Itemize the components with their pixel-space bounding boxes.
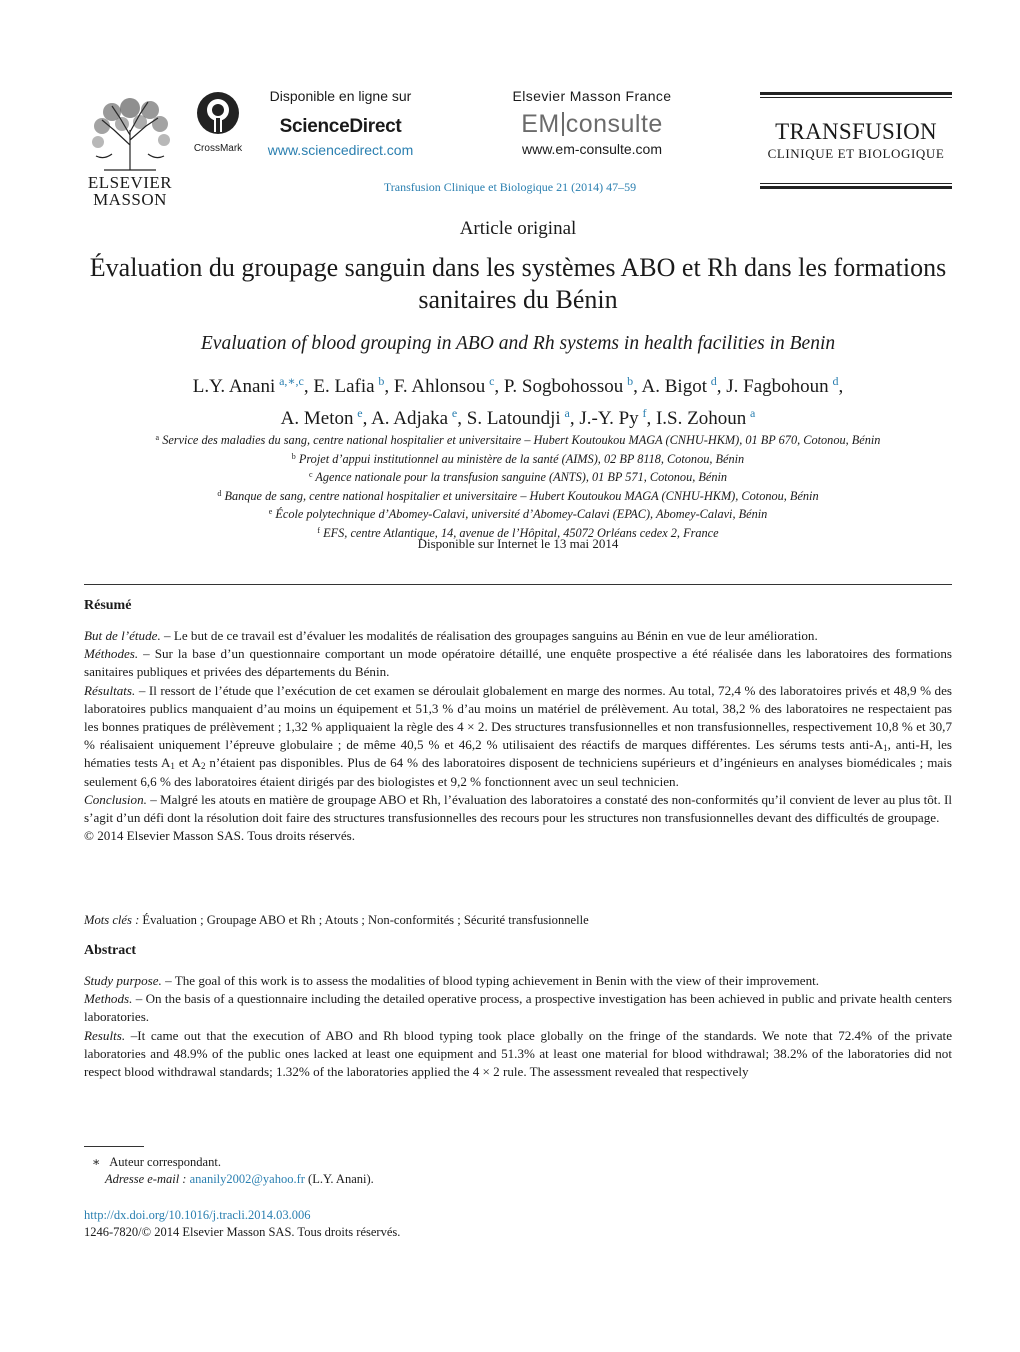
resume-conclusion: Conclusion. – Malgré les atouts en matière de groupage ABO et Rh, l’évaluation des laboratoires a constaté des non-conformités qu’il convient de lever au plus tôt. Il s’agit d’un défi dont la résolution doit faire des structures transfusionnelles des recours pour les structures non transfusionnelles devant des difficultés de groupage. <box>84 791 952 826</box>
affiliation-key: e <box>268 507 273 517</box>
author-name: L.Y. Anani <box>192 376 276 397</box>
footnote-divider <box>84 1146 144 1147</box>
affiliation-key: a <box>155 433 160 442</box>
resume-heading: Résumé <box>84 598 132 613</box>
resume-methods: Méthodes. – Sur la base d’un questionnaire comportant un mode opératoire détaillé, une enquête prospective a été réalisée dans les laboratoires des formations sanitaires publiques et privées des départements du Bénin. <box>84 646 952 680</box>
journal-citation[interactable]: Transfusion Clinique et Biologique 21 (2014) 47–59 <box>383 180 637 194</box>
crossmark-badge[interactable] <box>192 90 244 154</box>
available-online-date: Disponible sur Internet le 13 mai 2014 <box>417 536 619 551</box>
author-name: E. Lafia <box>313 376 375 397</box>
affiliation-key: c <box>308 470 313 480</box>
crossmark-icon <box>195 90 241 136</box>
keywords-label: Mots clés : <box>84 913 140 927</box>
abstract-purpose: Study purpose. – The goal of this work is to assess the modalities of blood typing achievement in Benin with the view of their improvement. <box>84 973 820 988</box>
english-title: Evaluation of blood grouping in ABO and Rh systems in health facilities in Benin <box>200 333 836 354</box>
affiliation <box>60 467 976 486</box>
sciencedirect-link[interactable]: www.sciencedirect.com <box>267 142 414 158</box>
em-logo-right: consulte <box>565 110 663 138</box>
journal-logo-subtitle: CLINIQUE ET BIOLOGIQUE <box>767 146 945 161</box>
author <box>371 408 457 429</box>
available-online-text: Disponible en ligne sur <box>269 88 412 104</box>
author-affiliation-ref[interactable]: f <box>642 406 647 420</box>
masson-wordmark: MASSON <box>93 190 167 209</box>
corresponding-author: Auteur correspondant. <box>109 1155 221 1169</box>
resume-results: Résultats. – Il ressort de l’étude que l’exécution de cet examen se déroulait globalement en marge des normes. Au total, 72,4 % des laboratoires privés et 48,9 % des laboratoires publics manquaient d’au moins un équipement et 51,3 % d’au moins un matériel de prélèvement. Au total, 38,2 % des laboratoires ne respectaient pas les bonnes pratiques de prélèvement ; 1,32 % appliquaient la règle des 4 × 2. Des structures transfusionnelles et non transfusionnelles, respectivement 10,8 % et 30,7 % réalisaient uniquement l’épreuve globulaire ; de même 40,5 % et 46,2 % utilisaient des réactifs de marques différentes. Les sérums tests anti-$A_1$, anti-H, les hématies tests $A_1$ et $A_2$ n’étaient pas disponibles. Plus de 64 % des laboratoires disposent de techniciens supérieurs et d’ingénieurs en analyses biomédicales ; mais seulement 6,6 % des laboratoires étaient dirigés par des biologistes et 9,2 % fonctionnent avec un seul technicien. <box>84 682 953 789</box>
author-affiliation-ref[interactable]: b <box>627 374 634 388</box>
affiliation-text: Banque de sang, centre national hospitalier et universitaire – Hubert Koutoukou MAGA (CNHU-HKM), Cotonou, Bénin <box>224 488 819 503</box>
sciencedirect-logo: ScienceDirect <box>279 116 402 137</box>
affiliation-key: b <box>291 451 296 461</box>
author-affiliation-ref[interactable]: a <box>750 406 756 420</box>
crossmark-label: CrossMark <box>193 143 243 154</box>
page-title: Évaluation du groupage sanguin dans les systèmes ABO et Rh dans les formations sanitaires du Bénin <box>89 253 947 314</box>
author-affiliation-ref[interactable]: d <box>832 374 839 388</box>
keywords <box>84 913 589 928</box>
author <box>726 376 838 397</box>
author-list: L.Y. Anani $^{a,∗,c}$, E. Lafia $^b$, F. Ahlonsou $^c$, P. Sogbohossou $^b$, A. Bigot $^d$, J. Fagbohoun $^d$, A. Meton $^e$, A. Adjaka $^e$, S. Latoundji $^a$, J.-Y. Py $^f$, I.S. Zohoun $^a$ <box>192 374 844 429</box>
affiliation-key: d <box>217 488 222 498</box>
resume-body <box>84 627 952 845</box>
affiliation-text: Projet d’appui institutionnel au ministère de la santé (AIMS), 02 BP 8118, Cotonou, Bénin <box>298 451 745 466</box>
abstract-heading: Abstract <box>84 943 137 958</box>
abstract-body <box>84 972 952 1081</box>
author-affiliation-ref[interactable]: e <box>357 406 363 420</box>
author <box>642 376 717 397</box>
section-divider <box>84 584 952 585</box>
author-affiliation-ref[interactable]: b <box>378 374 385 388</box>
author-name: A. Bigot <box>641 376 707 397</box>
issn-copyright: 1246-7820/© 2014 Elsevier Masson SAS. Tous droits réservés. <box>84 1225 401 1239</box>
author <box>656 408 755 429</box>
elsevier-wordmark: ELSEVIER <box>87 173 173 192</box>
footnote <box>92 1154 374 1188</box>
article-type: Article original <box>459 218 577 239</box>
em-consulte-logo <box>494 110 690 139</box>
affiliation <box>60 486 976 505</box>
author-name: J. Fagbohoun <box>726 376 829 397</box>
abstract-results: Results. –It came out that the execution of ABO and Rh blood typing took place globally on the fringe of the standards. We note that 72.4% of the private laboratories and 48.9% of the public ones lacked at least one equipment and 51.3% at least one material for blood withdrawal; 38.2% of the laboratories did not respect blood withdrawal standards; 1.32% of the laboratories applied the 4 × 2 rule. The assessment revealed that respectively <box>84 1027 953 1080</box>
em-consulte-link[interactable]: www.em-consulte.com <box>521 141 663 157</box>
author <box>579 408 646 429</box>
sciencedirect-block <box>258 88 423 158</box>
author <box>313 376 384 397</box>
affiliation-key: f <box>317 525 321 535</box>
affiliation <box>60 449 976 468</box>
author <box>467 408 570 429</box>
footnote-star: ∗ <box>92 1155 101 1169</box>
em-logo-left: EM <box>521 110 560 138</box>
affiliation <box>60 504 976 523</box>
abstract-methods: Methods. – On the basis of a questionnaire including the detailed operative process, a prospective investigation has been achieved in public and private health centers laboratories. <box>84 991 952 1025</box>
author-affiliation-ref[interactable]: a <box>564 406 570 420</box>
author-name: A. Adjaka <box>371 408 449 429</box>
journal-logo <box>760 92 952 188</box>
email-suffix: (L.Y. Anani). <box>308 1172 374 1186</box>
em-publisher: Elsevier Masson France <box>512 88 672 104</box>
author-name: A. Meton <box>280 408 354 429</box>
email-label: Adresse e-mail : <box>105 1172 187 1186</box>
author-affiliation-ref[interactable]: a,∗,c <box>279 374 304 388</box>
author-affiliation-ref[interactable]: c <box>489 374 495 388</box>
em-consulte-block <box>494 88 690 157</box>
affiliation-text: Service des maladies du sang, centre national hospitalier et universitaire – Hubert Koutoukou MAGA (CNHU-HKM), 01 BP 670, Cotonou, Bénin <box>162 433 881 447</box>
author-name: S. Latoundji <box>466 408 561 429</box>
author <box>504 376 633 397</box>
author-name: J.-Y. Py <box>579 408 639 429</box>
author-name: I.S. Zohoun <box>655 408 747 429</box>
author <box>394 376 495 397</box>
affiliation-text: EFS, centre Atlantique, 14, avenue de l’Hôpital, 45072 Orléans cedex 2, France <box>323 525 719 540</box>
resume-purpose: But de l’étude. – Le but de ce travail est d’évaluer les modalités de réalisation des groupages sanguins au Bénin en vue de leur amélioration. <box>84 628 818 643</box>
doi-block <box>84 1207 400 1241</box>
author <box>281 408 363 429</box>
author-affiliation-ref[interactable]: e <box>451 406 458 420</box>
author-name: P. Sogbohossou <box>503 376 624 397</box>
author-affiliation-ref[interactable]: d <box>710 374 717 388</box>
affiliation <box>60 430 976 449</box>
author-name: F. Ahlonsou <box>393 376 486 397</box>
resume-copyright: © 2014 Elsevier Masson SAS. Tous droits réservés. <box>84 828 356 844</box>
affiliation-list <box>60 430 976 542</box>
doi-link[interactable]: http://dx.doi.org/10.1016/j.tracli.2014.03.006 <box>84 1208 311 1222</box>
affiliation-text: Agence nationale pour la transfusion sanguine (ANTS), 01 BP 571, Cotonou, Bénin <box>315 470 728 485</box>
keywords-text: Évaluation ; Groupage ABO et Rh ; Atouts ; Non-conformités ; Sécurité transfusionnelle <box>142 913 589 927</box>
affiliation-text: École polytechnique d’Abomey-Calavi, université d’Abomey-Calavi (EPAC), Abomey-Calavi, Bénin <box>275 507 768 522</box>
journal-logo-title: TRANSFUSION <box>775 119 937 144</box>
author <box>193 376 304 397</box>
email-link[interactable]: ananily2002@yahoo.fr <box>189 1172 305 1186</box>
elsevier-tree-icon <box>84 90 176 172</box>
